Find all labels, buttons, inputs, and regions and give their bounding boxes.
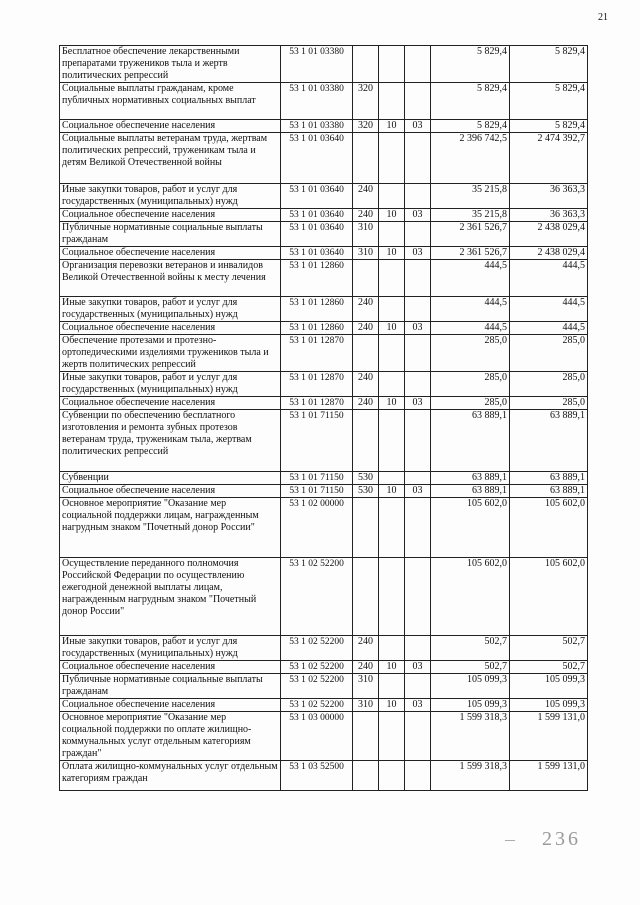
table-row (60, 558, 588, 636)
row-amount-year1: 502,7 (431, 636, 510, 661)
row-amount-year2: 2 438 029,4 (510, 247, 588, 260)
row-section (379, 222, 405, 247)
row-expense-type (353, 761, 379, 791)
row-name: Социальные выплаты гражданам, кроме публичных нормативных социальных выплат (60, 83, 281, 120)
row-code: 53 1 01 71150 (281, 472, 353, 485)
row-amount-year2: 105 099,3 (510, 699, 588, 712)
row-amount-year2: 1 599 131,0 (510, 761, 588, 791)
row-section: 10 (379, 322, 405, 335)
row-section: 10 (379, 120, 405, 133)
row-subsection (405, 472, 431, 485)
row-code: 53 1 02 52200 (281, 661, 353, 674)
row-code: 53 1 01 03380 (281, 46, 353, 83)
table-row (60, 184, 588, 209)
row-amount-year1: 35 215,8 (431, 184, 510, 209)
row-section (379, 558, 405, 636)
table-row (60, 661, 588, 674)
table-row (60, 485, 588, 498)
row-amount-year1: 444,5 (431, 322, 510, 335)
table-row (60, 247, 588, 260)
row-name: Осуществление переданного полномочия Российской Федерации по осуществлению ежегодной денежной выплаты лицам, награжденным нагрудным знаком "Почетный донор России" (60, 558, 281, 636)
row-subsection (405, 133, 431, 184)
row-subsection (405, 184, 431, 209)
table-row (60, 297, 588, 322)
row-expense-type: 240 (353, 322, 379, 335)
row-name: Иные закупки товаров, работ и услуг для государственных (муниципальных) нужд (60, 372, 281, 397)
row-code: 53 1 01 03640 (281, 222, 353, 247)
table-row (60, 120, 588, 133)
footer-dash: — (505, 835, 515, 846)
row-section (379, 761, 405, 791)
row-amount-year2: 2 438 029,4 (510, 222, 588, 247)
row-subsection (405, 222, 431, 247)
row-amount-year1: 5 829,4 (431, 83, 510, 120)
row-expense-type (353, 133, 379, 184)
row-expense-type: 320 (353, 83, 379, 120)
row-expense-type: 310 (353, 247, 379, 260)
row-subsection (405, 297, 431, 322)
row-section: 10 (379, 247, 405, 260)
row-amount-year1: 63 889,1 (431, 472, 510, 485)
row-name: Социальное обеспечение населения (60, 699, 281, 712)
row-subsection (405, 674, 431, 699)
row-amount-year1: 444,5 (431, 260, 510, 297)
row-subsection (405, 558, 431, 636)
table-row (60, 712, 588, 761)
row-amount-year2: 5 829,4 (510, 120, 588, 133)
row-code: 53 1 01 03640 (281, 209, 353, 222)
row-subsection: 03 (405, 209, 431, 222)
row-name: Социальное обеспечение населения (60, 397, 281, 410)
row-subsection: 03 (405, 247, 431, 260)
row-section (379, 498, 405, 558)
row-amount-year2: 63 889,1 (510, 485, 588, 498)
row-amount-year1: 105 602,0 (431, 498, 510, 558)
row-name: Иные закупки товаров, работ и услуг для государственных (муниципальных) нужд (60, 636, 281, 661)
row-amount-year1: 2 361 526,7 (431, 222, 510, 247)
row-name: Социальное обеспечение населения (60, 322, 281, 335)
row-code: 53 1 01 03640 (281, 133, 353, 184)
row-code: 53 1 01 71150 (281, 485, 353, 498)
row-expense-type: 530 (353, 472, 379, 485)
row-code: 53 1 02 52200 (281, 699, 353, 712)
row-subsection (405, 498, 431, 558)
table-row (60, 761, 588, 791)
row-code: 53 1 02 52200 (281, 636, 353, 661)
row-name: Социальное обеспечение населения (60, 485, 281, 498)
row-amount-year1: 105 602,0 (431, 558, 510, 636)
table-row (60, 699, 588, 712)
table-row (60, 133, 588, 184)
row-amount-year1: 63 889,1 (431, 410, 510, 472)
row-name: Иные закупки товаров, работ и услуг для государственных (муниципальных) нужд (60, 184, 281, 209)
table-row (60, 498, 588, 558)
row-amount-year2: 36 363,3 (510, 184, 588, 209)
row-expense-type: 240 (353, 372, 379, 397)
row-section (379, 297, 405, 322)
page-number: 21 (598, 12, 608, 23)
row-expense-type (353, 558, 379, 636)
row-name: Бесплатное обеспечение лекарственными препаратами тружеников тыла и жертв политических репрессий (60, 46, 281, 83)
page-stamp-number: 236 (542, 828, 581, 850)
row-amount-year1: 1 599 318,3 (431, 712, 510, 761)
row-expense-type: 310 (353, 699, 379, 712)
budget-table (59, 45, 588, 791)
row-section (379, 184, 405, 209)
row-amount-year2: 444,5 (510, 322, 588, 335)
row-name: Основное мероприятие "Оказание мер социальной поддержки лицам, награжденным нагрудным знаком "Почетный донор России" (60, 498, 281, 558)
row-subsection (405, 636, 431, 661)
row-expense-type (353, 410, 379, 472)
row-name: Субвенции (60, 472, 281, 485)
row-subsection (405, 712, 431, 761)
row-amount-year2: 285,0 (510, 397, 588, 410)
row-expense-type: 240 (353, 184, 379, 209)
row-amount-year1: 35 215,8 (431, 209, 510, 222)
row-amount-year1: 285,0 (431, 335, 510, 372)
row-subsection (405, 410, 431, 472)
row-amount-year1: 2 396 742,5 (431, 133, 510, 184)
row-amount-year1: 2 361 526,7 (431, 247, 510, 260)
row-section (379, 410, 405, 472)
row-amount-year2: 444,5 (510, 260, 588, 297)
row-code: 53 1 01 12870 (281, 335, 353, 372)
row-amount-year1: 1 599 318,3 (431, 761, 510, 791)
row-expense-type (353, 335, 379, 372)
table-row (60, 209, 588, 222)
row-code: 53 1 01 12870 (281, 372, 353, 397)
table-row (60, 335, 588, 372)
table-row (60, 322, 588, 335)
row-amount-year2: 63 889,1 (510, 472, 588, 485)
row-code: 53 1 01 03640 (281, 184, 353, 209)
row-section (379, 372, 405, 397)
row-amount-year1: 444,5 (431, 297, 510, 322)
row-code: 53 1 01 12860 (281, 260, 353, 297)
row-code: 53 1 01 12870 (281, 397, 353, 410)
row-section (379, 472, 405, 485)
row-expense-type: 240 (353, 661, 379, 674)
row-section: 10 (379, 397, 405, 410)
row-code: 53 1 01 03380 (281, 83, 353, 120)
row-expense-type: 310 (353, 674, 379, 699)
table-row (60, 472, 588, 485)
row-amount-year1: 5 829,4 (431, 120, 510, 133)
table-row (60, 410, 588, 472)
table-row (60, 260, 588, 297)
row-expense-type: 530 (353, 485, 379, 498)
row-expense-type (353, 712, 379, 761)
row-subsection: 03 (405, 485, 431, 498)
row-section (379, 133, 405, 184)
row-section: 10 (379, 699, 405, 712)
table-row (60, 222, 588, 247)
row-name: Организация перевозки ветеранов и инвалидов Великой Отечественной войны к месту лечения (60, 260, 281, 297)
row-subsection: 03 (405, 120, 431, 133)
row-section: 10 (379, 209, 405, 222)
row-amount-year2: 502,7 (510, 661, 588, 674)
row-subsection (405, 335, 431, 372)
row-subsection: 03 (405, 397, 431, 410)
row-amount-year2: 36 363,3 (510, 209, 588, 222)
row-amount-year2: 285,0 (510, 372, 588, 397)
table-row (60, 397, 588, 410)
row-expense-type: 240 (353, 297, 379, 322)
row-amount-year2: 105 602,0 (510, 558, 588, 636)
row-subsection (405, 372, 431, 397)
budget-table-body (60, 46, 588, 791)
row-amount-year2: 1 599 131,0 (510, 712, 588, 761)
row-amount-year2: 105 099,3 (510, 674, 588, 699)
row-name: Иные закупки товаров, работ и услуг для государственных (муниципальных) нужд (60, 297, 281, 322)
row-name: Публичные нормативные социальные выплаты гражданам (60, 674, 281, 699)
row-code: 53 1 03 00000 (281, 712, 353, 761)
row-section (379, 46, 405, 83)
table-row (60, 674, 588, 699)
row-section (379, 335, 405, 372)
row-subsection (405, 83, 431, 120)
table-row (60, 372, 588, 397)
row-code: 53 1 02 52200 (281, 674, 353, 699)
row-subsection: 03 (405, 699, 431, 712)
table-row (60, 83, 588, 120)
row-expense-type (353, 46, 379, 83)
row-section (379, 674, 405, 699)
row-name: Оплата жилищно-коммунальных услуг отдельным категориям граждан (60, 761, 281, 791)
row-amount-year2: 285,0 (510, 335, 588, 372)
row-amount-year1: 105 099,3 (431, 674, 510, 699)
row-amount-year2: 5 829,4 (510, 46, 588, 83)
row-subsection: 03 (405, 322, 431, 335)
row-name: Публичные нормативные социальные выплаты гражданам (60, 222, 281, 247)
row-name: Обеспечение протезами и протезно-ортопедическими изделиями тружеников тыла и жертв политических репрессий (60, 335, 281, 372)
row-expense-type: 320 (353, 120, 379, 133)
row-expense-type (353, 498, 379, 558)
row-amount-year2: 502,7 (510, 636, 588, 661)
row-section (379, 712, 405, 761)
row-code: 53 1 01 12860 (281, 297, 353, 322)
row-amount-year2: 105 602,0 (510, 498, 588, 558)
row-code: 53 1 03 52500 (281, 761, 353, 791)
row-code: 53 1 02 00000 (281, 498, 353, 558)
row-amount-year1: 285,0 (431, 372, 510, 397)
row-expense-type (353, 260, 379, 297)
row-expense-type: 240 (353, 209, 379, 222)
row-expense-type: 240 (353, 636, 379, 661)
row-amount-year1: 63 889,1 (431, 485, 510, 498)
row-amount-year2: 2 474 392,7 (510, 133, 588, 184)
row-code: 53 1 01 71150 (281, 410, 353, 472)
row-section (379, 260, 405, 297)
row-name: Основное мероприятие "Оказание мер социальной поддержки по оплате жилищно-коммунальных услуг отдельным категориям граждан" (60, 712, 281, 761)
row-amount-year1: 5 829,4 (431, 46, 510, 83)
row-expense-type: 310 (353, 222, 379, 247)
row-code: 53 1 01 03640 (281, 247, 353, 260)
row-amount-year2: 63 889,1 (510, 410, 588, 472)
row-name: Социальное обеспечение населения (60, 209, 281, 222)
row-section: 10 (379, 661, 405, 674)
row-code: 53 1 02 52200 (281, 558, 353, 636)
row-name: Субвенции по обеспечению бесплатного изготовления и ремонта зубных протезов ветеранам труда, труженикам тыла, жертвам политических репрессий (60, 410, 281, 472)
table-row (60, 46, 588, 83)
row-name: Социальное обеспечение населения (60, 661, 281, 674)
row-expense-type: 240 (353, 397, 379, 410)
row-amount-year1: 105 099,3 (431, 699, 510, 712)
row-amount-year1: 502,7 (431, 661, 510, 674)
row-subsection (405, 46, 431, 83)
row-amount-year2: 5 829,4 (510, 83, 588, 120)
row-subsection (405, 761, 431, 791)
row-subsection (405, 260, 431, 297)
row-name: Социальное обеспечение населения (60, 247, 281, 260)
row-section: 10 (379, 485, 405, 498)
row-name: Социальное обеспечение населения (60, 120, 281, 133)
row-code: 53 1 01 03380 (281, 120, 353, 133)
row-name: Социальные выплаты ветеранам труда, жертвам политических репрессий, труженикам тыла и детям Великой Отечественной войны (60, 133, 281, 184)
row-section (379, 83, 405, 120)
row-section (379, 636, 405, 661)
row-code: 53 1 01 12860 (281, 322, 353, 335)
table-row (60, 636, 588, 661)
row-subsection: 03 (405, 661, 431, 674)
row-amount-year2: 444,5 (510, 297, 588, 322)
row-amount-year1: 285,0 (431, 397, 510, 410)
